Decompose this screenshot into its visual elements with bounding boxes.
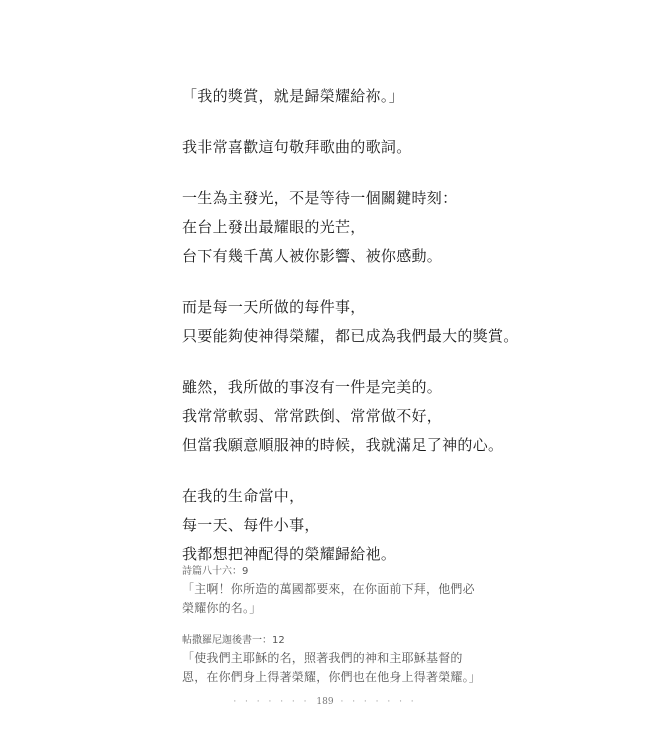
- scripture-source: 帖撒羅尼迦後書一：12: [182, 635, 285, 646]
- scripture-source: 詩篇八十六：9: [182, 566, 249, 577]
- text-line: 我常常軟弱、常常跌倒、常常做不好，: [182, 407, 443, 425]
- scripture-quote-line: 「主啊！你所造的萬國都要來，在你面前下拜，他們必: [182, 582, 475, 596]
- text-line: 我非常喜歡這句敬拜歌曲的歌詞。: [182, 138, 412, 156]
- text-line: 雖然，我所做的事沒有一件是完美的。: [182, 378, 443, 396]
- text-line: 台下有幾千萬人被你影響、被你感動。: [182, 247, 443, 265]
- footer-dots-right: · · · · · · ·: [340, 697, 417, 707]
- footer-dots-left: · · · · · · ·: [233, 697, 310, 707]
- scripture-reference: [182, 564, 512, 618]
- page-footer: [0, 697, 650, 707]
- text-line: 在台上發出最耀眼的光芒，: [182, 218, 366, 236]
- text-line: 只要能夠使神得榮耀，都已成為我們最大的獎賞。: [182, 327, 519, 345]
- text-line: 但當我願意順服神的時候，我就滿足了神的心。: [182, 436, 504, 454]
- scripture-quote-line: 恩，在你們身上得著榮耀，你們也在他身上得著榮耀。」: [182, 670, 482, 684]
- text-line: 而是每一天所做的每件事，: [182, 298, 366, 316]
- page-number: 189: [316, 697, 334, 707]
- scripture-quote-line: 「使我們主耶穌的名，照著我們的神和主耶穌基督的: [182, 651, 463, 665]
- scripture-quote-line: 榮耀你的名。」: [182, 601, 262, 615]
- scripture-reference: [182, 633, 512, 687]
- text-line: 一生為主發光，不是等待一個關鍵時刻：: [182, 189, 458, 207]
- text-line: 每一天、每件小事，: [182, 516, 320, 534]
- text-line: 我都想把神配得的榮耀歸給祂。: [182, 545, 397, 563]
- body-text: [182, 82, 582, 569]
- text-line: 在我的生命當中，: [182, 487, 305, 505]
- text-line: 「我的獎賞，就是歸榮耀給祢。」: [182, 87, 405, 105]
